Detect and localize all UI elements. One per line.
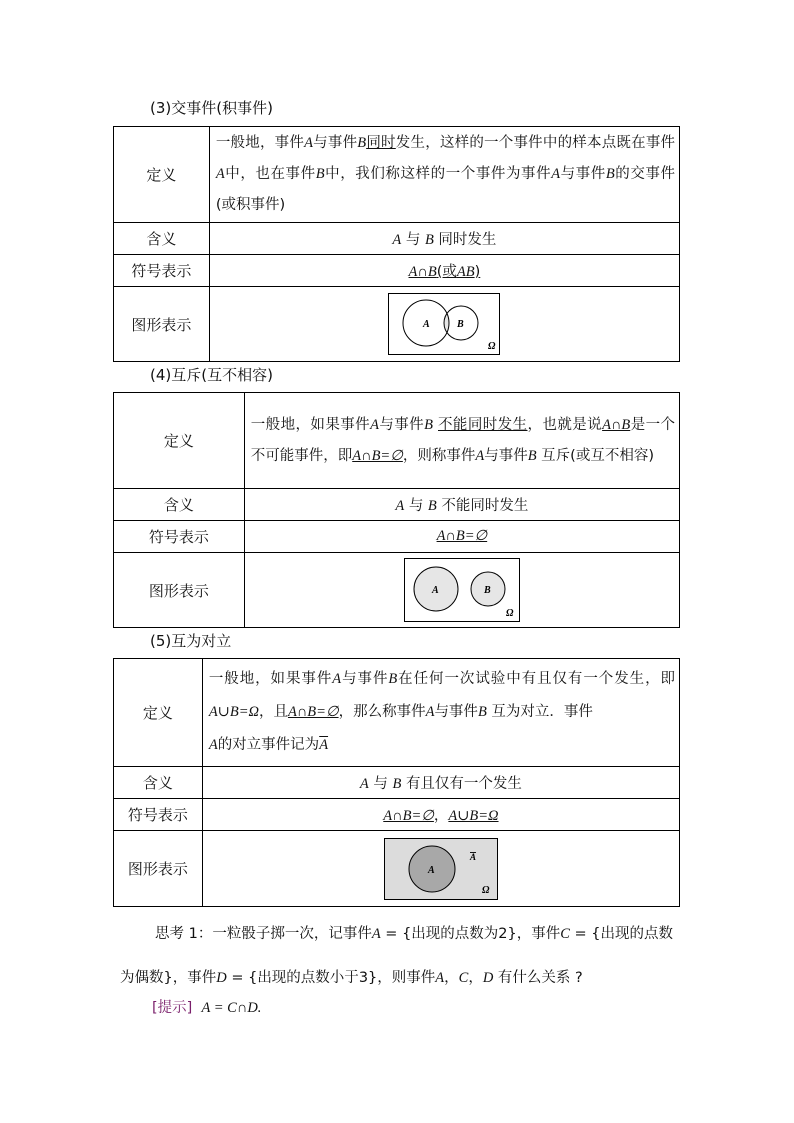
definition-text: 一般地，如果事件A与事件B 不能同时发生，也就是说A∩B是一个不可能事件，即A∩B=∅，则称事件A与事件B 互斥(或互不相容) (244, 393, 679, 489)
mutually-exclusive-table (113, 392, 680, 628)
section5-heading: (5)互为对立 (150, 632, 232, 650)
hint (152, 998, 261, 1018)
universe-label: Ω (481, 884, 490, 896)
section3-heading: (3)交事件(积事件) (150, 99, 273, 117)
symbol-text: A∩B(或AB) (209, 255, 679, 287)
meaning-text: A 与 B 有且仅有一个发生 (202, 767, 679, 799)
venn-disjoint-diagram (404, 558, 520, 622)
definition-label: 定义 (114, 659, 203, 767)
set-a-label: A (423, 319, 431, 330)
fill-blank: $\overline{A}$ (319, 737, 329, 753)
set-b-label: B (483, 585, 491, 596)
set-a-label: A (427, 864, 435, 876)
definition-label: 定义 (114, 127, 210, 223)
venn-figure-cell (209, 287, 679, 362)
fill-blank: A∩B=∅ (287, 704, 339, 720)
symbol-label: 符号表示 (114, 521, 245, 553)
meaning-label: 含义 (114, 489, 245, 521)
intersection-event-table (113, 126, 680, 362)
symbol-label: 符号表示 (114, 799, 203, 831)
venn-complement-diagram (384, 838, 498, 900)
figure-label: 图形表示 (114, 553, 245, 628)
hint-answer: A = C∩D. (201, 1000, 262, 1016)
fill-blank: A∩B=∅ (352, 447, 403, 464)
venn-intersection-diagram (388, 293, 500, 355)
thinking-question: 思考 1：一粒骰子掷一次，记事件A = {出现的点数为2}，事件C = {出现的点数为偶数}，事件D = {出现的点数小于3}，则事件A，C，D 有什么关系 ? (120, 926, 674, 986)
symbol-text: A∩B=∅ (244, 521, 679, 553)
universe-label: Ω (505, 608, 514, 619)
symbol-label: 符号表示 (114, 255, 210, 287)
definition-label: 定义 (114, 393, 245, 489)
complementary-event-table (113, 658, 680, 907)
fill-blank: 不能同时发生 (438, 416, 528, 433)
fill-blank: 同时 (366, 135, 396, 151)
meaning-text: A 与 B 不能同时发生 (244, 489, 679, 521)
figure-label: 图形表示 (114, 287, 210, 362)
complement-label: A (469, 851, 476, 862)
meaning-label: 含义 (114, 223, 210, 255)
set-b-label: B (457, 319, 465, 330)
figure-label: 图形表示 (114, 831, 203, 907)
section4-heading: (4)互斥(互不相容) (150, 366, 273, 384)
fill-blank: A∩B (602, 416, 631, 433)
symbol-text: A∩B=∅，A∪B=Ω (202, 799, 679, 831)
meaning-text: A 与 B 同时发生 (209, 223, 679, 255)
definition-text: 一般地，如果事件A与事件B在任何一次试验中有且仅有一个发生，即A∪B=Ω，且A∩B=∅，那么称事件A与事件B 互为对立．事件 A的对立事件记为$\overline{A}$ (202, 659, 679, 767)
hint-label: [提示] (152, 1000, 193, 1016)
definition-text: 一般地，事件A与事件B同时发生，这样的一个事件中的样本点既在事件A中，也在事件B中，我们称这样的一个事件为事件A与事件B的交事件(或积事件) (209, 127, 679, 223)
meaning-label: 含义 (114, 767, 203, 799)
venn-figure-cell (202, 831, 679, 907)
venn-figure-cell (244, 553, 679, 628)
set-a-label: A (431, 585, 439, 596)
universe-label: Ω (488, 341, 496, 352)
